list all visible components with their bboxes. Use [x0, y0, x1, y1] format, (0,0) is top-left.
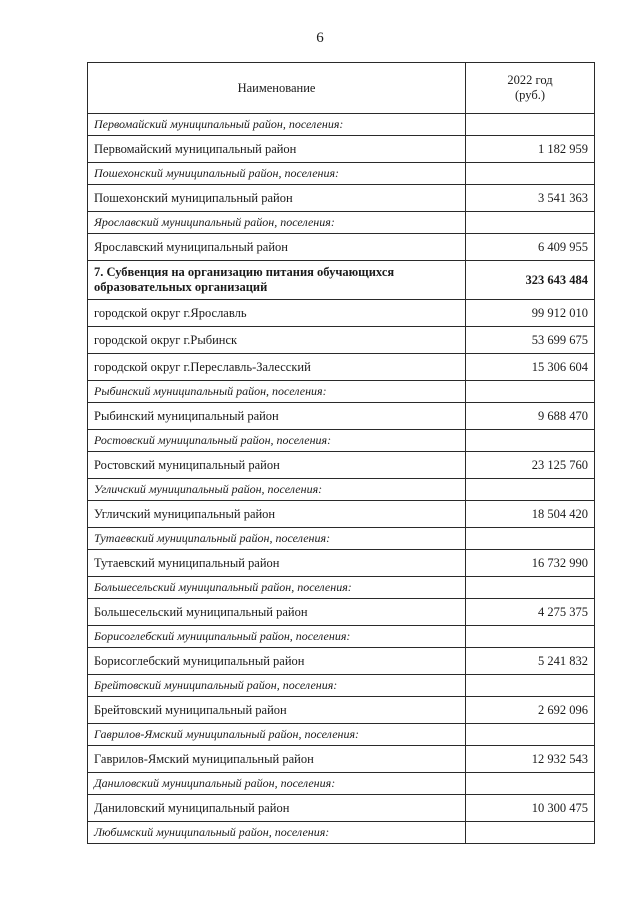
table-row: [88, 577, 595, 599]
row-name: городской округ г.Переславль-Залесский: [88, 354, 466, 381]
row-value: [466, 822, 595, 844]
table-body: [88, 114, 595, 844]
row-name: Угличский муниципальный район: [88, 501, 466, 528]
row-name: Тутаевский муниципальный район: [88, 550, 466, 577]
table-row: [88, 822, 595, 844]
table-row: [88, 381, 595, 403]
row-name: Рыбинский муниципальный район: [88, 403, 466, 430]
table-row: [88, 430, 595, 452]
row-value: [466, 212, 595, 234]
row-value: [466, 724, 595, 746]
row-value: 10 300 475: [466, 795, 595, 822]
table-row: [88, 300, 595, 327]
table-row: [88, 403, 595, 430]
table-row: [88, 185, 595, 212]
table-row: [88, 163, 595, 185]
row-name: Ярославский муниципальный район: [88, 234, 466, 261]
table-row: [88, 697, 595, 724]
row-name: Большесельский муниципальный район: [88, 599, 466, 626]
row-name: Брейтовский муниципальный район, поселения:: [88, 675, 466, 697]
row-name: Пошехонский муниципальный район, поселения:: [88, 163, 466, 185]
row-value: [466, 528, 595, 550]
row-name: Борисоглебский муниципальный район, поселения:: [88, 626, 466, 648]
row-name: Даниловский муниципальный район: [88, 795, 466, 822]
row-value: [466, 577, 595, 599]
table-row: [88, 648, 595, 675]
row-name: Даниловский муниципальный район, поселения:: [88, 773, 466, 795]
row-name: 7. Субвенция на организацию питания обучающихся образовательных организаций: [88, 261, 466, 300]
row-value: 4 275 375: [466, 599, 595, 626]
row-value: [466, 430, 595, 452]
table-row: [88, 479, 595, 501]
row-value: [466, 626, 595, 648]
row-name: Гаврилов-Ямский муниципальный район: [88, 746, 466, 773]
table-row: [88, 550, 595, 577]
table-row: [88, 746, 595, 773]
row-name: Ростовский муниципальный район: [88, 452, 466, 479]
row-name: Гаврилов-Ямский муниципальный район, поселения:: [88, 724, 466, 746]
row-name: Тутаевский муниципальный район, поселения:: [88, 528, 466, 550]
row-value: 23 125 760: [466, 452, 595, 479]
row-value: [466, 675, 595, 697]
table-row: [88, 452, 595, 479]
row-name: Угличский муниципальный район, поселения:: [88, 479, 466, 501]
row-name: Ярославский муниципальный район, поселения:: [88, 212, 466, 234]
row-value: 1 182 959: [466, 136, 595, 163]
row-name: Рыбинский муниципальный район, поселения:: [88, 381, 466, 403]
subsidy-table: [87, 62, 595, 844]
row-name: Большесельский муниципальный район, поселения:: [88, 577, 466, 599]
table-row: [88, 795, 595, 822]
row-name: Первомайский муниципальный район, поселения:: [88, 114, 466, 136]
row-value: 18 504 420: [466, 501, 595, 528]
row-value: [466, 773, 595, 795]
row-value: [466, 114, 595, 136]
table-row: [88, 212, 595, 234]
table-row: [88, 773, 595, 795]
row-value: [466, 163, 595, 185]
table-row: [88, 528, 595, 550]
row-value: 3 541 363: [466, 185, 595, 212]
row-value: 5 241 832: [466, 648, 595, 675]
row-name: Первомайский муниципальный район: [88, 136, 466, 163]
row-name: городской округ г.Рыбинск: [88, 327, 466, 354]
row-value: 99 912 010: [466, 300, 595, 327]
row-value: [466, 479, 595, 501]
table-row: [88, 675, 595, 697]
header-year-label: 2022 год: [507, 73, 553, 87]
table-row: [88, 261, 595, 300]
page-number: 6: [316, 30, 324, 46]
table-row: [88, 599, 595, 626]
row-value: 15 306 604: [466, 354, 595, 381]
table-row: [88, 136, 595, 163]
table-row: [88, 501, 595, 528]
table-row: [88, 234, 595, 261]
header-name: Наименование: [88, 63, 466, 114]
row-value: 2 692 096: [466, 697, 595, 724]
table-header-row: [88, 63, 595, 114]
row-name: Ростовский муниципальный район, поселения:: [88, 430, 466, 452]
row-name: Любимский муниципальный район, поселения:: [88, 822, 466, 844]
table-row: [88, 327, 595, 354]
row-value: 16 732 990: [466, 550, 595, 577]
header-year-unit: (руб.): [515, 88, 545, 102]
table-row: [88, 724, 595, 746]
header-year: [466, 63, 595, 114]
table-row: [88, 626, 595, 648]
row-value: 53 699 675: [466, 327, 595, 354]
row-value: 9 688 470: [466, 403, 595, 430]
table-row: [88, 114, 595, 136]
table-row: [88, 354, 595, 381]
row-name: Брейтовский муниципальный район: [88, 697, 466, 724]
row-value: 323 643 484: [466, 261, 595, 300]
row-value: 12 932 543: [466, 746, 595, 773]
row-name: Пошехонский муниципальный район: [88, 185, 466, 212]
row-name: городской округ г.Ярославль: [88, 300, 466, 327]
row-value: [466, 381, 595, 403]
row-value: 6 409 955: [466, 234, 595, 261]
row-name: Борисоглебский муниципальный район: [88, 648, 466, 675]
